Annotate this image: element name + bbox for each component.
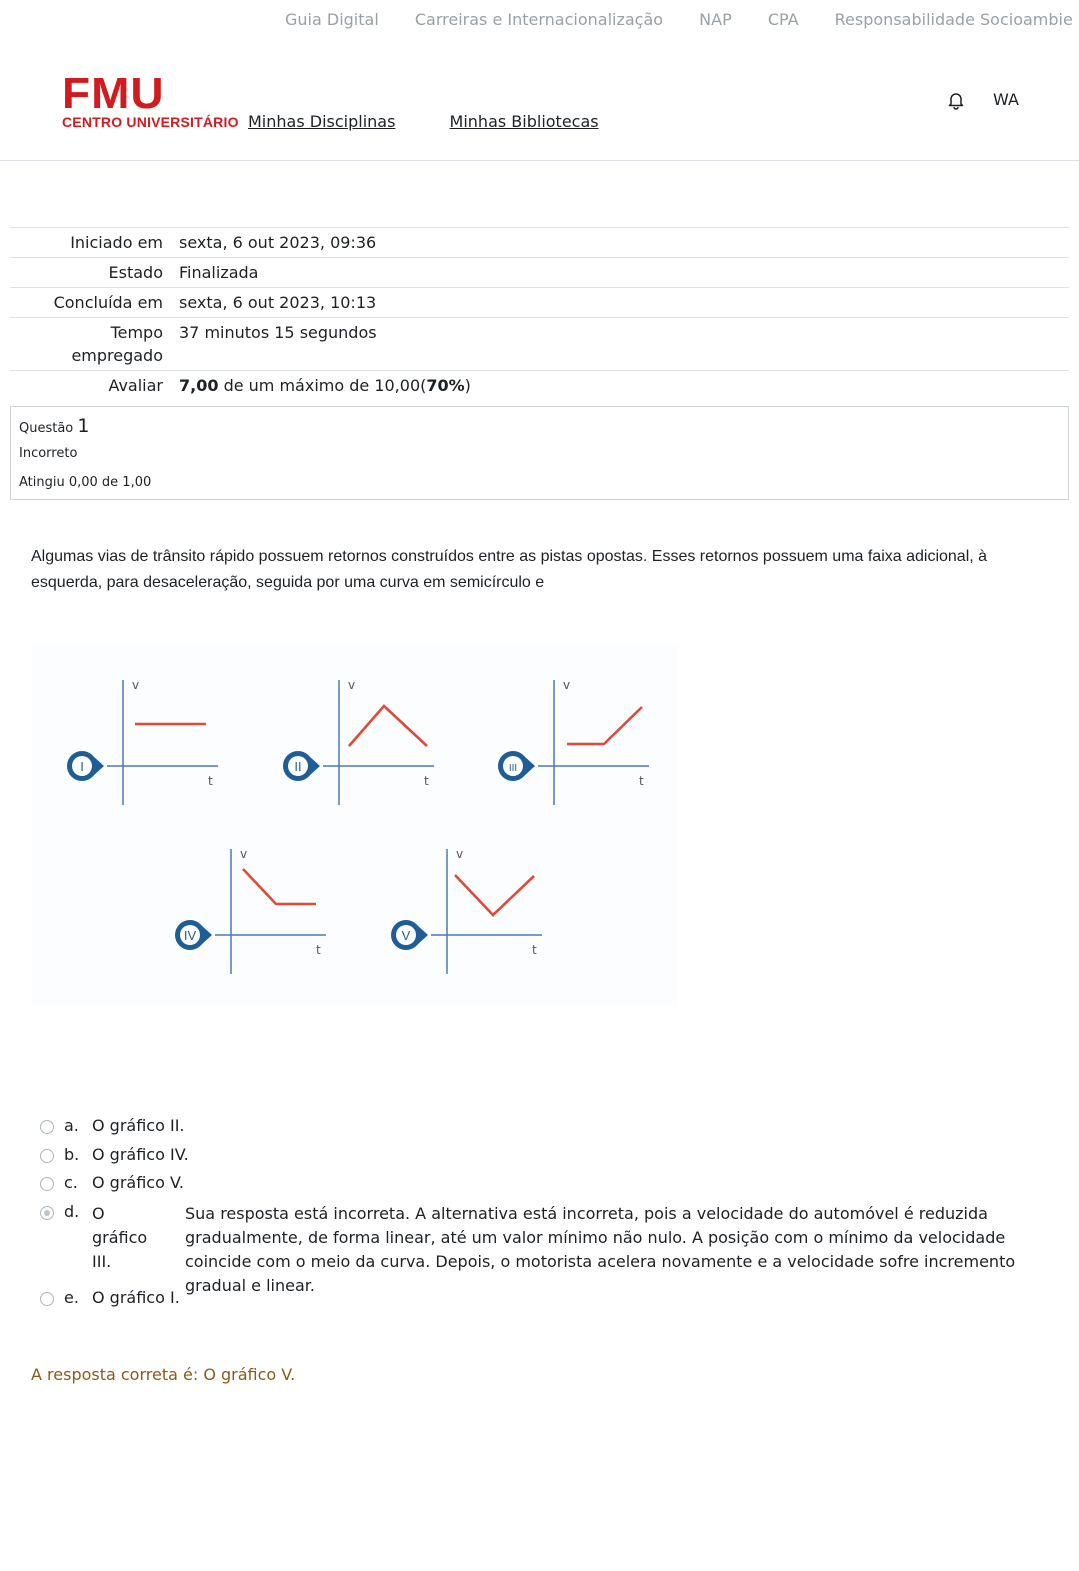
graph-i-badge-label: I [80,759,84,774]
main-nav [248,112,648,131]
nav-minhas-disciplinas[interactable]: Minhas Disciplinas [248,112,396,131]
summary-row-grade [10,371,1069,401]
question-label: Questão [19,421,74,436]
logo-text: FMU [62,68,165,118]
logo-subtitle: CENTRO UNIVERSITÁRIO [62,114,239,130]
graph-ii-t-label: t [424,774,429,788]
graph-v-badge-label: V [401,928,411,943]
option-letter: b. [64,1145,80,1164]
grade-end: ) [464,376,471,395]
top-nav-cpa[interactable]: CPA [767,10,799,29]
option-letter: a. [64,1116,79,1135]
question-mark: Atingiu 0,00 de 1,00 [19,475,152,490]
fmu-logo[interactable] [62,68,239,130]
completed-label: Concluída em [53,293,163,312]
summary-row-state [10,258,1069,288]
option-letter: c. [64,1173,78,1192]
top-nav-carreiras[interactable]: Carreiras e Internacionalização [414,10,664,29]
option-text: O gráfico IV. [92,1145,189,1164]
question-text: Algumas vias de trânsito rápido possuem retornos construídos entre as pistas opostas. Esses retornos possuem uma faixa adicional, à esquerda, para desaceleração, seguida por uma curva em semicírculo e [31,548,988,591]
top-nav-guia-digital[interactable]: Guia Digital [285,10,379,29]
state-value: Finalizada [179,263,259,282]
state-label: Estado [108,263,163,282]
option-text: O gráfico V. [92,1173,184,1192]
grade-score: 7,00 [179,376,219,395]
top-nav-nap[interactable]: NAP [699,10,732,29]
graph-i-v-label: v [132,678,140,692]
option-letter: e. [64,1288,79,1307]
velocity-time-graphs [32,645,678,1007]
radio-a[interactable] [40,1120,54,1134]
time-label-2: empregado [71,346,163,365]
question-number [19,415,90,437]
attempt-summary [10,227,1069,400]
started-value: sexta, 6 out 2023, 09:36 [179,233,377,252]
question-state: Incorreto [19,446,78,461]
graph-iii-v-label: v [563,678,571,692]
started-label: Iniciado em [70,233,163,252]
radio-c[interactable] [40,1177,54,1191]
time-value: 37 minutos 15 segundos [179,323,377,342]
time-label [10,318,179,371]
grade-mid: de um máximo de 10,00( [218,376,427,395]
graph-iii-badge-label: III [508,763,518,774]
summary-row-completed [10,288,1069,318]
header-divider [0,160,1079,161]
grade-label: Avaliar [108,376,163,395]
graph-v-v-label: v [456,847,464,861]
user-menu[interactable]: WA [993,90,1019,109]
summary-row-time [10,318,1069,371]
graph-i-t-label: t [208,774,213,788]
question-info [10,406,1069,500]
graph-iv-t-label: t [316,943,321,957]
graph-ii-badge-label: II [294,759,302,774]
option-text: O gráfico II. [92,1116,185,1135]
option-text: O gráfico I. [92,1288,180,1307]
time-label-1: Tempo [110,323,163,342]
graph-ii-v-label: v [348,678,356,692]
radio-e[interactable] [40,1292,54,1306]
grade-value [179,371,1069,401]
option-text: O gráfico III. [92,1204,148,1271]
correct-answer: A resposta correta é: O gráfico V. [31,1365,296,1384]
radio-b[interactable] [40,1149,54,1163]
question-number-value: 1 [77,415,90,437]
completed-value: sexta, 6 out 2023, 10:13 [179,293,377,312]
summary-row-started [10,228,1069,258]
graph-v-t-label: t [532,943,537,957]
top-nav-responsabilidade[interactable]: Responsabilidade Socioambie [834,10,1073,29]
graph-iv-badge-label: IV [183,928,197,943]
graph-iii-t-label: t [639,774,644,788]
nav-minhas-bibliotecas[interactable]: Minhas Bibliotecas [449,112,599,131]
radio-d-selected[interactable] [40,1206,54,1220]
grade-percent: 70% [426,376,465,395]
bell-icon[interactable] [946,90,966,110]
top-nav [285,10,1079,29]
option-feedback: Sua resposta está incorreta. A alternativa está incorreta, pois a velocidade do automóvel é reduzida gradualmente, de forma linear, até um valor mínimo não nulo. A posição com o mínimo da velocidade coincide com o meio da curva. Depois, o motorista acelera novamente e a velocidade sofre incremento gradual e linear. [185,1204,1016,1295]
option-letter: d. [64,1202,80,1221]
graph-iv-v-label: v [240,847,248,861]
